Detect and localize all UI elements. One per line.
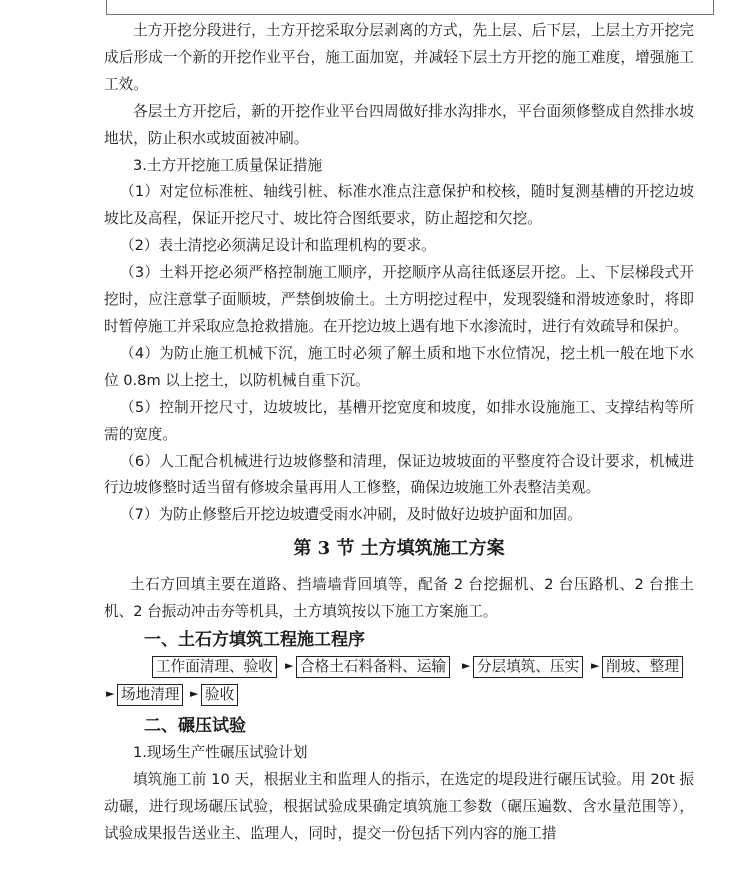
paragraph: 填筑施工前 10 天，根据业主和监理人的指示，在选定的堤段进行碾压试验。用 20t 振动碾，进行现场碾压试验，根据试验成果确定填筑施工参数（碾压遍数、含水量范围等），试验成果报告送业主、监理人，同时，提交一份包括下列内容的施工措 [104,770,694,842]
list-item: （6）人工配合机械进行边坡修整和清理，保证边坡坡面的平整度符合设计要求，机械进行边坡修整时适当留有修坡余量再用人工修整，确保边坡施工外表整洁美观。 [104,452,694,497]
flow-step-3: 分层填筑、压实 [473,656,583,678]
arrow-right-icon: ► [190,687,199,701]
paragraph: 各层土方开挖后，新的开挖作业平台四周做好排水沟排水，平台面须修整成自然排水坡地状，防止积水或坡面被冲刷。 [104,102,694,147]
section-intro: 土石方回填主要在道路、挡墙墙背回填等，配备 2 台挖掘机、2 台压路机、2 台推土机、2 台振动冲击夯等机具，土方填筑按以下施工方案施工。 [104,576,694,621]
heading-procedure: 一、土石方填筑工程施工程序 [144,630,365,651]
paragraph: 土方开挖分段进行，土方开挖采取分层剥离的方式，先上层、后下层，上层土方开挖完成后形成一个新的开挖作业平台，施工面加宽，并减轻下层土方开挖的施工难度，增强施工工效。 [104,22,694,93]
flow-step-5: 场地清理 [117,684,183,706]
process-flow [104,654,694,712]
subsection-heading: 3.土方开挖施工质量保证措施 [133,156,323,174]
flow-step-2: 合格土石料备料、运输 [296,656,450,678]
flow-step-6: 验收 [201,684,238,706]
list-item: （5）控制开挖尺寸，边坡坡比，基槽开挖宽度和坡度，如排水设施施工、支撑结构等所需的宽度。 [104,398,694,443]
flow-step-1: 工作面清理、验收 [152,656,277,678]
heading-compaction-test: 二、碾压试验 [144,716,246,737]
list-item: （7）为防止修整后开挖边坡遭受雨水冲刷，及时做好边坡护面和加固。 [120,506,582,524]
arrow-right-icon: ► [591,659,600,673]
page-top-border [106,0,714,15]
flow-step-4: 削坡、整理 [602,656,683,678]
arrow-right-icon: ► [462,659,471,673]
sub-heading: 1.现场生产性碾压试验计划 [133,744,308,762]
document-page [104,18,694,848]
section-title: 第 3 节 土方填筑施工方案 [293,538,505,560]
arrow-right-icon: ► [285,659,294,673]
arrow-right-icon: ► [106,687,115,701]
list-item: （1）对定位标准桩、轴线引桩、标准水准点注意保护和校核，随时复测基槽的开挖边坡坡比及高程，保证开挖尺寸、坡比符合图纸要求，防止超挖和欠挖。 [104,183,694,228]
list-item: （4）为防止施工机械下沉，施工时必须了解土质和地下水位情况，挖土机一般在地下水位 0.8m 以上挖土，以防机械自重下沉。 [104,344,694,389]
list-item: （2）表土清挖必须满足设计和监理机构的要求。 [120,237,436,255]
list-item: （3）土料开挖必须严格控制施工顺序，开挖顺序从高往低逐层开挖。上、下层梯段式开挖时，应注意掌子面顺坡，严禁倒坡偷土。土方明挖过程中，发现裂缝和滑坡迹象时，将即时暂停施工并采取应急抢救措施。在开挖边坡上遇有地下水渗流时，进行有效疏导和保护。 [104,264,694,335]
